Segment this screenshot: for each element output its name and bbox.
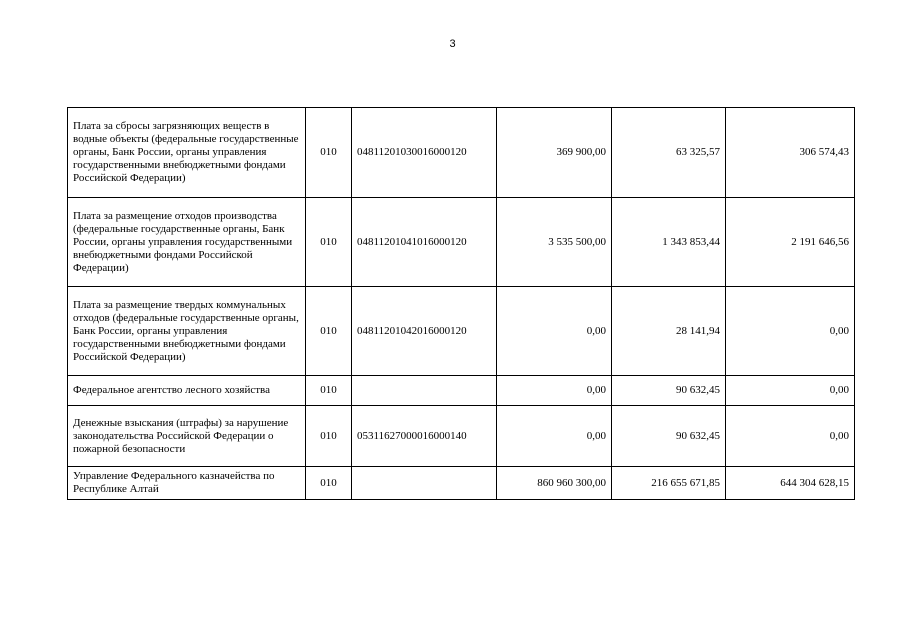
- row-kbk-cell: 05311627000016000140: [352, 406, 497, 467]
- row-approved-cell: 369 900,00: [497, 108, 612, 198]
- table-row: [68, 376, 855, 406]
- row-remaining-cell: 0,00: [726, 376, 855, 406]
- row-remaining-cell: 2 191 646,56: [726, 198, 855, 287]
- row-remaining-cell: 0,00: [726, 406, 855, 467]
- row-approved-cell: 0,00: [497, 376, 612, 406]
- row-approved-cell: 0,00: [497, 287, 612, 376]
- row-kbk-cell: 04811201041016000120: [352, 198, 497, 287]
- table-row: [68, 198, 855, 287]
- row-remaining-cell: 644 304 628,15: [726, 467, 855, 500]
- table-row: [68, 108, 855, 198]
- row-kbk-cell: [352, 467, 497, 500]
- row-approved-cell: 0,00: [497, 406, 612, 467]
- row-code-cell: 010: [306, 376, 352, 406]
- row-executed-cell: 90 632,45: [612, 406, 726, 467]
- table-row: [68, 406, 855, 467]
- row-kbk-cell: [352, 376, 497, 406]
- row-name-cell: Управление Федерального казначейства по Республике Алтай: [68, 467, 306, 500]
- row-remaining-cell: 0,00: [726, 287, 855, 376]
- row-kbk-cell: 04811201030016000120: [352, 108, 497, 198]
- row-code-cell: 010: [306, 406, 352, 467]
- row-code-cell: 010: [306, 287, 352, 376]
- row-name-cell: Плата за размещение твердых коммунальных отходов (федеральные государственные органы, Банк России, органы управления государственными внебюджетными фондами Российской Федерации): [68, 287, 306, 376]
- row-code-cell: 010: [306, 108, 352, 198]
- row-code-cell: 010: [306, 467, 352, 500]
- revenue-table: [67, 107, 855, 500]
- row-approved-cell: 3 535 500,00: [497, 198, 612, 287]
- row-executed-cell: 28 141,94: [612, 287, 726, 376]
- row-executed-cell: 63 325,57: [612, 108, 726, 198]
- row-kbk-cell: 04811201042016000120: [352, 287, 497, 376]
- row-executed-cell: 90 632,45: [612, 376, 726, 406]
- row-code-cell: 010: [306, 198, 352, 287]
- row-name-cell: Федеральное агентство лесного хозяйства: [68, 376, 306, 406]
- row-name-cell: Денежные взыскания (штрафы) за нарушение законодательства Российской Федерации о пожарной безопасности: [68, 406, 306, 467]
- row-approved-cell: 860 960 300,00: [497, 467, 612, 500]
- page-number: 3: [449, 38, 456, 50]
- row-remaining-cell: 306 574,43: [726, 108, 855, 198]
- table-row: [68, 287, 855, 376]
- row-executed-cell: 216 655 671,85: [612, 467, 726, 500]
- row-executed-cell: 1 343 853,44: [612, 198, 726, 287]
- table-row: [68, 467, 855, 500]
- row-name-cell: Плата за размещение отходов производства (федеральные государственные органы, Банк России, органы управления государственными внебюджетными фондами Российской Федерации): [68, 198, 306, 287]
- row-name-cell: Плата за сбросы загрязняющих веществ в водные объекты (федеральные государственные органы, Банк России, органы управления государственными внебюджетными фондами Российской Федерации): [68, 108, 306, 198]
